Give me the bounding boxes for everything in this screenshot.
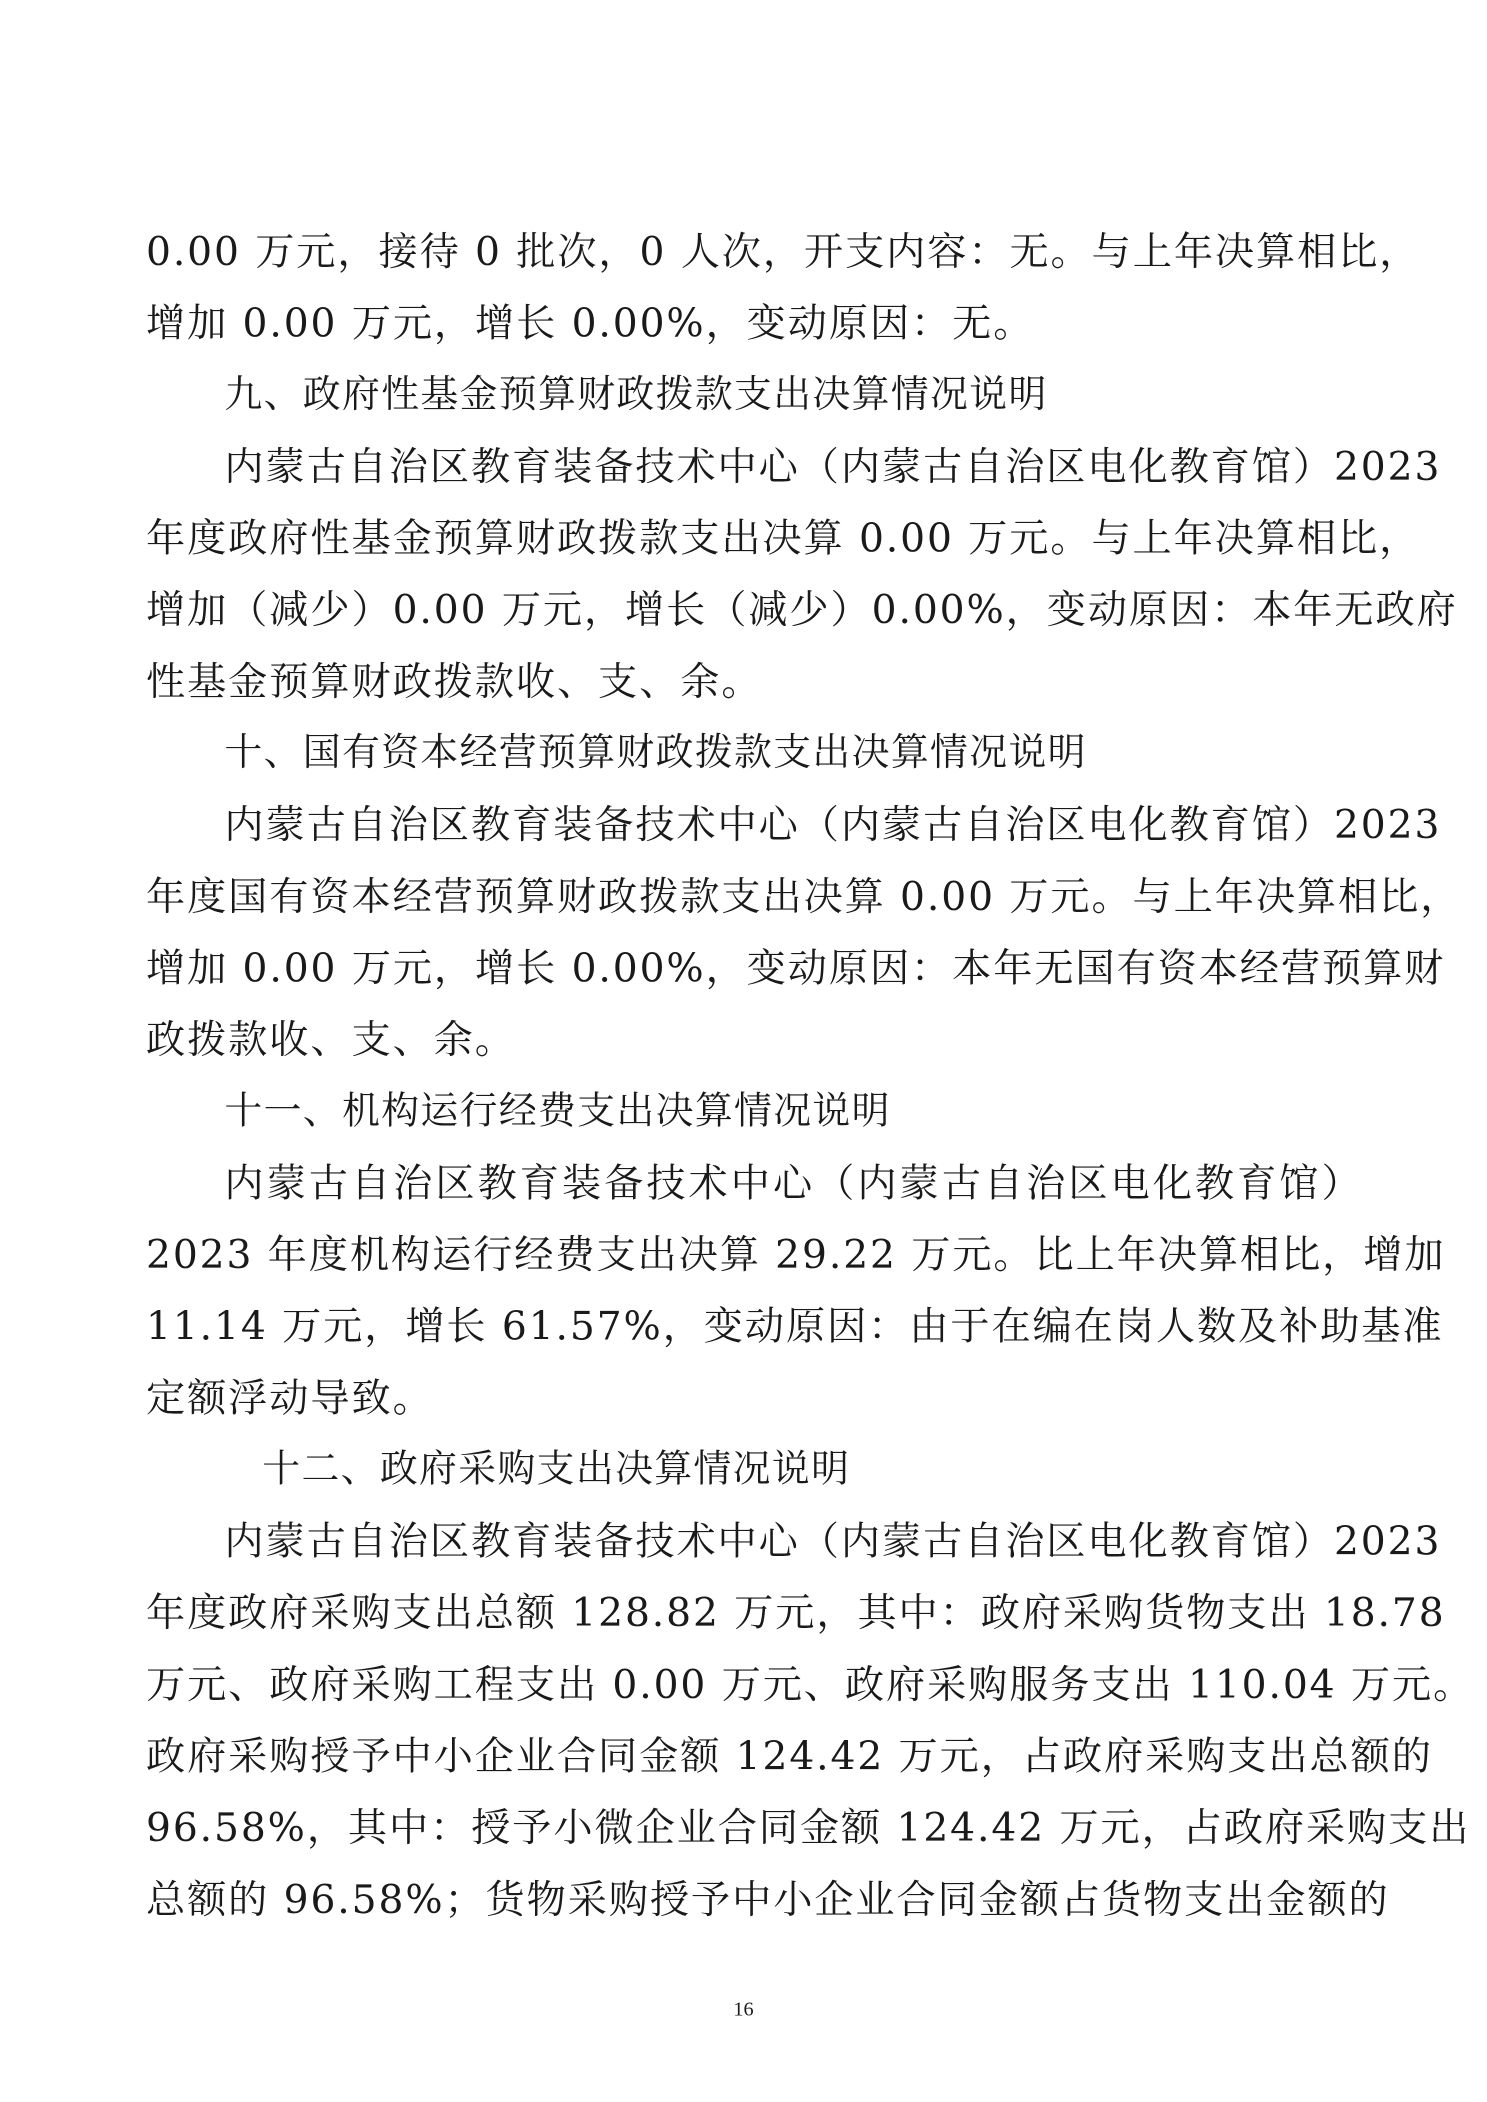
body-line: 内蒙古自治区教育装备技术中心（内蒙古自治区电化教育馆）2023 — [224, 443, 1442, 490]
section-heading-11: 十一、机构运行经费支出决算情况说明 — [224, 1088, 891, 1133]
section-heading-10: 十、国有资本经营预算财政拨款支出决算情况说明 — [224, 729, 1087, 775]
body-line: 96.58%，其中：授予小微企业合同金额 124.42 万元，占政府采购支出 — [145, 1804, 1471, 1851]
body-line: 增加 0.00 万元，增长 0.00%，变动原因：无。 — [145, 300, 1035, 347]
body-line: 年度政府性基金预算财政拨款支出决算 0.00 万元。与上年决算相比， — [145, 515, 1421, 561]
body-line: 增加 0.00 万元，增长 0.00%，变动原因：本年无国有资本经营预算财 — [145, 944, 1446, 991]
body-line: 政拨款收、支、余。 — [145, 1016, 516, 1063]
body-line: 定额浮动导致。 — [145, 1374, 434, 1421]
body-line: 内蒙古自治区教育装备技术中心（内蒙古自治区电化教育馆） — [224, 1159, 1363, 1206]
body-line: 性基金预算财政拨款收、支、余。 — [145, 658, 763, 705]
body-line: 总额的 96.58%；货物采购授予中小企业合同金额占货物支出金额的 — [145, 1876, 1390, 1923]
section-heading-12: 十二、政府采购支出决算情况说明 — [262, 1446, 851, 1492]
body-line: 内蒙古自治区教育装备技术中心（内蒙古自治区电化教育馆）2023 — [224, 1518, 1442, 1565]
body-line: 11.14 万元，增长 61.57%，变动原因：由于在编在岗人数及补助基准 — [145, 1303, 1444, 1350]
body-line: 增加（减少）0.00 万元，增长（减少）0.00%，变动原因：本年无政府 — [145, 586, 1458, 633]
body-line: 年度政府采购支出总额 128.82 万元，其中：政府采购货物支出 18.78 — [145, 1589, 1446, 1636]
page-number: 16 — [733, 1999, 754, 2021]
body-line: 万元、政府采购工程支出 0.00 万元、政府采购服务支出 110.04 万元。 — [145, 1661, 1475, 1708]
body-line: 内蒙古自治区教育装备技术中心（内蒙古自治区电化教育馆）2023 — [224, 801, 1442, 848]
body-line: 政府采购授予中小企业合同金额 124.42 万元，占政府采购支出总额的 — [145, 1733, 1433, 1779]
body-line: 年度国有资本经营预算财政拨款支出决算 0.00 万元。与上年决算相比， — [145, 873, 1462, 920]
section-heading-9: 九、政府性基金预算财政拨款支出决算情况说明 — [224, 371, 1048, 417]
body-line: 0.00 万元，接待 0 批次，0 人次，开支内容：无。与上年决算相比， — [145, 228, 1421, 275]
body-line: 2023 年度机构运行经费支出决算 29.22 万元。比上年决算相比，增加 — [145, 1231, 1446, 1278]
